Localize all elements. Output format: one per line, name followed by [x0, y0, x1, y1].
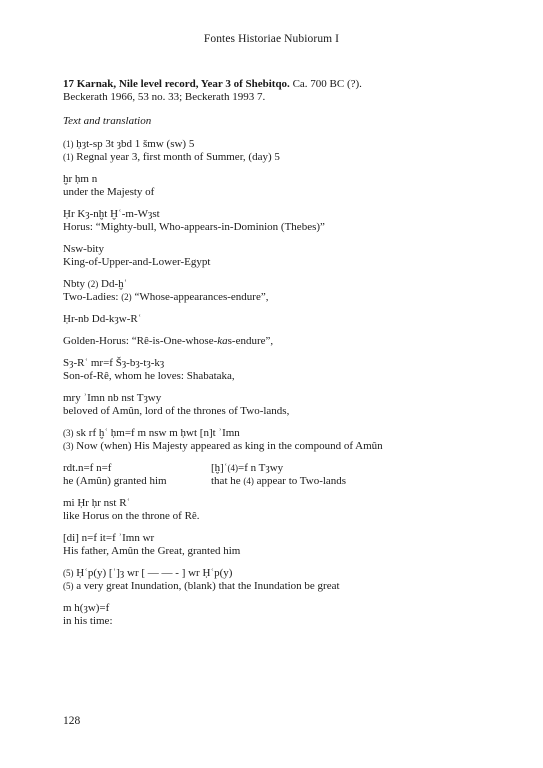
translation-line-5 [63, 291, 269, 304]
translation-text: Now (when) His Majesty appeared as king in the compound of Amûn [76, 440, 383, 452]
translation-line-11: like Horus on the throne of Rê. [63, 510, 200, 522]
transliteration-line-5 [63, 278, 127, 291]
transliteration-line-6: Ḥr-nb Dd-kȝw-Rʿ [63, 313, 142, 325]
transliteration-text: sk rf ḫʿ ḥm=f m nsw m ḥwt [n]t ʾImn [76, 427, 240, 439]
page-number: 128 [63, 715, 81, 727]
transliteration-line-13 [63, 567, 232, 580]
transliteration-text: =f n Tȝwy [238, 462, 284, 474]
transliteration-text: Nbty [63, 278, 85, 290]
entry-title-line [63, 78, 362, 91]
line-marker: (1) [63, 139, 74, 149]
translation-text: that he [211, 475, 241, 487]
translation-line-10-right [211, 475, 346, 488]
transliteration-line-4: Nsw-bity [63, 243, 104, 255]
translation-line-14: in his time: [63, 615, 113, 627]
translation-line-3: Horus: “Mighty-bull, Who-appears-in-Dominion (Thebes)” [63, 221, 325, 233]
translation-line-8: beloved of Amûn, lord of the thrones of Two-lands, [63, 405, 290, 417]
translation-text: Two-Ladies: [63, 291, 119, 303]
transliteration-line-2: ḫr ḥm n [63, 173, 98, 185]
transliteration-line-10-left: rdt.n=f n=f [63, 462, 112, 474]
translation-italic-term: ka [217, 335, 228, 347]
transliteration-line-11: mi Ḥr ḥr nst Rʿ [63, 497, 131, 509]
line-marker: (1) [63, 152, 74, 162]
transliteration-line-12: [di] n=f it=f ʾImn wr [63, 532, 155, 544]
transliteration-text: ḥȝt-sp 3t ȝbd 1 šmw (sw) 5 [76, 138, 195, 150]
line-marker: (5) [63, 581, 74, 591]
line-marker: (4) [227, 463, 238, 473]
translation-line-13 [63, 580, 340, 593]
transliteration-text: Dd-ḫʿ [101, 278, 128, 290]
entry-date: Ca. 700 BC (?). [289, 78, 362, 90]
transliteration-text: [ḫ]ʿ [211, 462, 228, 474]
translation-line-10-left: he (Amûn) granted him [63, 475, 167, 487]
translation-line-12: His father, Amûn the Great, granted him [63, 545, 241, 557]
line-marker: (4) [243, 476, 254, 486]
translation-text: appear to Two-lands [256, 475, 347, 487]
translation-text: Golden-Horus: “Rê-is-One-whose- [63, 335, 218, 347]
transliteration-text: Ḥʿp(y) [ʿ]ȝ wr [ — — - ] wr Ḥʿp(y) [76, 567, 233, 579]
translation-line-2: under the Majesty of [63, 186, 155, 198]
translation-line-9 [63, 440, 383, 453]
transliteration-line-3: Ḥr Kȝ-nḫt Ḫʿ-m-Wȝst [63, 208, 160, 220]
line-marker: (3) [63, 428, 74, 438]
transliteration-line-10-right [211, 462, 283, 475]
transliteration-line-9 [63, 427, 240, 440]
transliteration-line-7: Sȝ-Rʿ mr=f Šȝ-bȝ-tȝ-kȝ [63, 357, 165, 369]
transliteration-line-1 [63, 138, 194, 151]
line-marker: (3) [63, 441, 74, 451]
entry-title: Karnak, Nile level record, Year 3 of Shebitqo. [76, 78, 290, 90]
translation-line-1 [63, 151, 280, 164]
entry-number: 17 [63, 78, 74, 90]
translation-line-4: King-of-Upper-and-Lower-Egypt [63, 256, 211, 268]
line-marker: (2) [87, 279, 99, 289]
translation-line-7: Son-of-Rê, whom he loves: Shabataka, [63, 370, 235, 382]
translation-line-6 [63, 335, 273, 348]
line-marker: (2) [121, 292, 132, 302]
transliteration-line-14: m h(ȝw)=f [63, 602, 110, 614]
transliteration-line-8: mry ʾImn nb nst Tȝwy [63, 392, 162, 404]
translation-text: Regnal year 3, first month of Summer, (day) 5 [76, 151, 280, 163]
translation-text: a very great Inundation, (blank) that the Inundation be great [76, 580, 340, 592]
entry-references: Beckerath 1966, 53 no. 33; Beckerath 1993 7. [63, 91, 266, 103]
translation-text: “Whose-appearances-endure”, [134, 291, 269, 303]
translation-text: s-endure”, [227, 335, 274, 347]
section-heading: Text and translation [63, 115, 152, 127]
running-header: Fontes Historiae Nubiorum I [203, 33, 340, 45]
line-marker: (5) [63, 568, 74, 578]
